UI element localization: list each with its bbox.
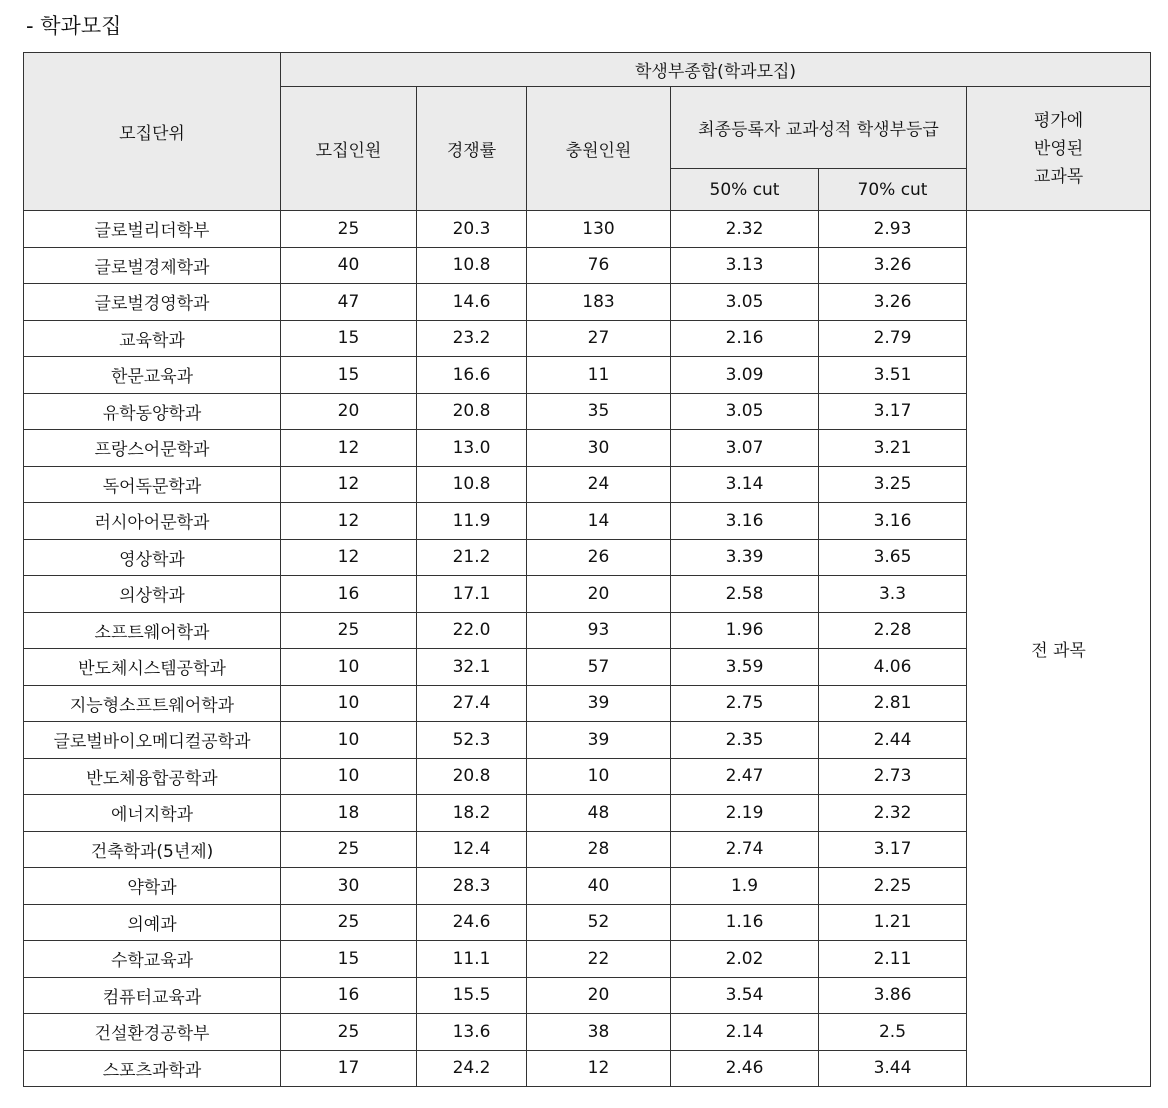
waitlist-cell: 22 <box>527 941 671 978</box>
competition-cell: 13.6 <box>417 1014 527 1051</box>
waitlist-cell: 14 <box>527 503 671 540</box>
header-subjects-line: 평가에 <box>1033 110 1084 131</box>
cut70-cell: 2.28 <box>819 612 967 649</box>
quota-cell: 15 <box>281 941 417 978</box>
waitlist-cell: 12 <box>527 1050 671 1087</box>
unit-cell: 스포츠과학과 <box>24 1050 281 1087</box>
cut50-cell: 3.14 <box>671 466 819 503</box>
quota-cell: 12 <box>281 430 417 467</box>
unit-cell: 글로벌경제학과 <box>24 247 281 284</box>
waitlist-cell: 48 <box>527 795 671 832</box>
competition-cell: 14.6 <box>417 284 527 321</box>
competition-cell: 23.2 <box>417 320 527 357</box>
cut70-cell: 2.93 <box>819 211 967 248</box>
competition-cell: 22.0 <box>417 612 527 649</box>
unit-cell: 영상학과 <box>24 539 281 576</box>
cut50-cell: 3.59 <box>671 649 819 686</box>
waitlist-cell: 39 <box>527 685 671 722</box>
competition-cell: 11.1 <box>417 941 527 978</box>
quota-cell: 25 <box>281 612 417 649</box>
waitlist-cell: 183 <box>527 284 671 321</box>
waitlist-cell: 52 <box>527 904 671 941</box>
cut50-cell: 3.05 <box>671 393 819 430</box>
quota-cell: 25 <box>281 211 417 248</box>
header-quota: 모집인원 <box>281 87 417 211</box>
waitlist-cell: 57 <box>527 649 671 686</box>
quota-cell: 10 <box>281 649 417 686</box>
competition-cell: 32.1 <box>417 649 527 686</box>
header-subjects <box>967 87 1151 211</box>
quota-cell: 30 <box>281 868 417 905</box>
cut70-cell: 3.17 <box>819 393 967 430</box>
competition-cell: 28.3 <box>417 868 527 905</box>
unit-cell: 건축학과(5년제) <box>24 831 281 868</box>
cut70-cell: 2.44 <box>819 722 967 759</box>
table-body <box>24 211 1151 1087</box>
competition-cell: 24.6 <box>417 904 527 941</box>
competition-cell: 15.5 <box>417 977 527 1014</box>
quota-cell: 25 <box>281 1014 417 1051</box>
waitlist-cell: 35 <box>527 393 671 430</box>
waitlist-cell: 20 <box>527 576 671 613</box>
cut50-cell: 2.14 <box>671 1014 819 1051</box>
waitlist-cell: 130 <box>527 211 671 248</box>
unit-cell: 글로벌바이오메디컬공학과 <box>24 722 281 759</box>
unit-cell: 소프트웨어학과 <box>24 612 281 649</box>
competition-cell: 17.1 <box>417 576 527 613</box>
competition-cell: 27.4 <box>417 685 527 722</box>
header-cut70: 70% cut <box>819 169 967 211</box>
header-waitlist: 충원인원 <box>527 87 671 211</box>
cut50-cell: 1.16 <box>671 904 819 941</box>
cut50-cell: 2.19 <box>671 795 819 832</box>
cut50-cell: 3.39 <box>671 539 819 576</box>
competition-cell: 24.2 <box>417 1050 527 1087</box>
competition-cell: 20.8 <box>417 758 527 795</box>
header-subjects-line: 반영된 <box>1033 138 1084 159</box>
cut50-cell: 3.09 <box>671 357 819 394</box>
unit-cell: 의예과 <box>24 904 281 941</box>
cut70-cell: 2.32 <box>819 795 967 832</box>
cut50-cell: 2.58 <box>671 576 819 613</box>
cut70-cell: 2.25 <box>819 868 967 905</box>
waitlist-cell: 10 <box>527 758 671 795</box>
competition-cell: 16.6 <box>417 357 527 394</box>
unit-cell: 건설환경공학부 <box>24 1014 281 1051</box>
unit-cell: 글로벌리더학부 <box>24 211 281 248</box>
quota-cell: 10 <box>281 722 417 759</box>
cut70-cell: 2.81 <box>819 685 967 722</box>
cut70-cell: 4.06 <box>819 649 967 686</box>
cut50-cell: 2.75 <box>671 685 819 722</box>
quota-cell: 18 <box>281 795 417 832</box>
competition-cell: 21.2 <box>417 539 527 576</box>
cut70-cell: 3.3 <box>819 576 967 613</box>
header-group: 학생부종합(학과모집) <box>281 53 1151 87</box>
header-cut50: 50% cut <box>671 169 819 211</box>
admissions-table <box>23 52 1151 1087</box>
unit-cell: 수학교육과 <box>24 941 281 978</box>
unit-cell: 독어독문학과 <box>24 466 281 503</box>
cut50-cell: 3.13 <box>671 247 819 284</box>
cut50-cell: 1.96 <box>671 612 819 649</box>
quota-cell: 16 <box>281 977 417 1014</box>
competition-cell: 20.8 <box>417 393 527 430</box>
cut50-cell: 2.46 <box>671 1050 819 1087</box>
unit-cell: 반도체융합공학과 <box>24 758 281 795</box>
competition-cell: 18.2 <box>417 795 527 832</box>
header-grade-group: 최종등록자 교과성적 학생부등급 <box>671 87 967 169</box>
cut50-cell: 3.07 <box>671 430 819 467</box>
cut50-cell: 2.02 <box>671 941 819 978</box>
cut50-cell: 2.74 <box>671 831 819 868</box>
unit-cell: 유학동양학과 <box>24 393 281 430</box>
cut70-cell: 2.11 <box>819 941 967 978</box>
cut70-cell: 3.26 <box>819 247 967 284</box>
waitlist-cell: 28 <box>527 831 671 868</box>
unit-cell: 지능형소프트웨어학과 <box>24 685 281 722</box>
quota-cell: 15 <box>281 320 417 357</box>
unit-cell: 한문교육과 <box>24 357 281 394</box>
quota-cell: 16 <box>281 576 417 613</box>
quota-cell: 10 <box>281 685 417 722</box>
cut50-cell: 2.32 <box>671 211 819 248</box>
unit-cell: 글로벌경영학과 <box>24 284 281 321</box>
quota-cell: 20 <box>281 393 417 430</box>
unit-cell: 러시아어문학과 <box>24 503 281 540</box>
cut70-cell: 3.86 <box>819 977 967 1014</box>
cut50-cell: 2.35 <box>671 722 819 759</box>
competition-cell: 10.8 <box>417 466 527 503</box>
waitlist-cell: 24 <box>527 466 671 503</box>
header-unit: 모집단위 <box>24 53 281 211</box>
competition-cell: 52.3 <box>417 722 527 759</box>
cut70-cell: 3.21 <box>819 430 967 467</box>
quota-cell: 12 <box>281 466 417 503</box>
waitlist-cell: 30 <box>527 430 671 467</box>
cut70-cell: 3.51 <box>819 357 967 394</box>
waitlist-cell: 27 <box>527 320 671 357</box>
cut70-cell: 3.44 <box>819 1050 967 1087</box>
cut50-cell: 2.16 <box>671 320 819 357</box>
header-competition: 경쟁률 <box>417 87 527 211</box>
subjects-cell: 전 과목 <box>967 211 1151 1087</box>
quota-cell: 10 <box>281 758 417 795</box>
quota-cell: 40 <box>281 247 417 284</box>
waitlist-cell: 38 <box>527 1014 671 1051</box>
cut70-cell: 3.16 <box>819 503 967 540</box>
quota-cell: 17 <box>281 1050 417 1087</box>
unit-cell: 에너지학과 <box>24 795 281 832</box>
competition-cell: 13.0 <box>417 430 527 467</box>
cut70-cell: 1.21 <box>819 904 967 941</box>
waitlist-cell: 20 <box>527 977 671 1014</box>
cut50-cell: 2.47 <box>671 758 819 795</box>
unit-cell: 프랑스어문학과 <box>24 430 281 467</box>
quota-cell: 47 <box>281 284 417 321</box>
section-title: - 학과모집 <box>26 14 122 38</box>
header-subjects-line: 교과목 <box>1033 166 1084 187</box>
cut70-cell: 2.79 <box>819 320 967 357</box>
cut70-cell: 3.17 <box>819 831 967 868</box>
cut70-cell: 3.65 <box>819 539 967 576</box>
unit-cell: 의상학과 <box>24 576 281 613</box>
cut70-cell: 3.25 <box>819 466 967 503</box>
unit-cell: 반도체시스템공학과 <box>24 649 281 686</box>
competition-cell: 20.3 <box>417 211 527 248</box>
quota-cell: 25 <box>281 831 417 868</box>
cut50-cell: 3.05 <box>671 284 819 321</box>
competition-cell: 10.8 <box>417 247 527 284</box>
waitlist-cell: 26 <box>527 539 671 576</box>
unit-cell: 컴퓨터교육과 <box>24 977 281 1014</box>
waitlist-cell: 11 <box>527 357 671 394</box>
cut70-cell: 2.5 <box>819 1014 967 1051</box>
quota-cell: 12 <box>281 539 417 576</box>
cut50-cell: 3.54 <box>671 977 819 1014</box>
cut50-cell: 1.9 <box>671 868 819 905</box>
table-row <box>24 211 1151 248</box>
waitlist-cell: 39 <box>527 722 671 759</box>
cut70-cell: 3.26 <box>819 284 967 321</box>
competition-cell: 12.4 <box>417 831 527 868</box>
waitlist-cell: 76 <box>527 247 671 284</box>
quota-cell: 12 <box>281 503 417 540</box>
waitlist-cell: 93 <box>527 612 671 649</box>
unit-cell: 교육학과 <box>24 320 281 357</box>
unit-cell: 약학과 <box>24 868 281 905</box>
cut50-cell: 3.16 <box>671 503 819 540</box>
quota-cell: 15 <box>281 357 417 394</box>
waitlist-cell: 40 <box>527 868 671 905</box>
cut70-cell: 2.73 <box>819 758 967 795</box>
quota-cell: 25 <box>281 904 417 941</box>
competition-cell: 11.9 <box>417 503 527 540</box>
